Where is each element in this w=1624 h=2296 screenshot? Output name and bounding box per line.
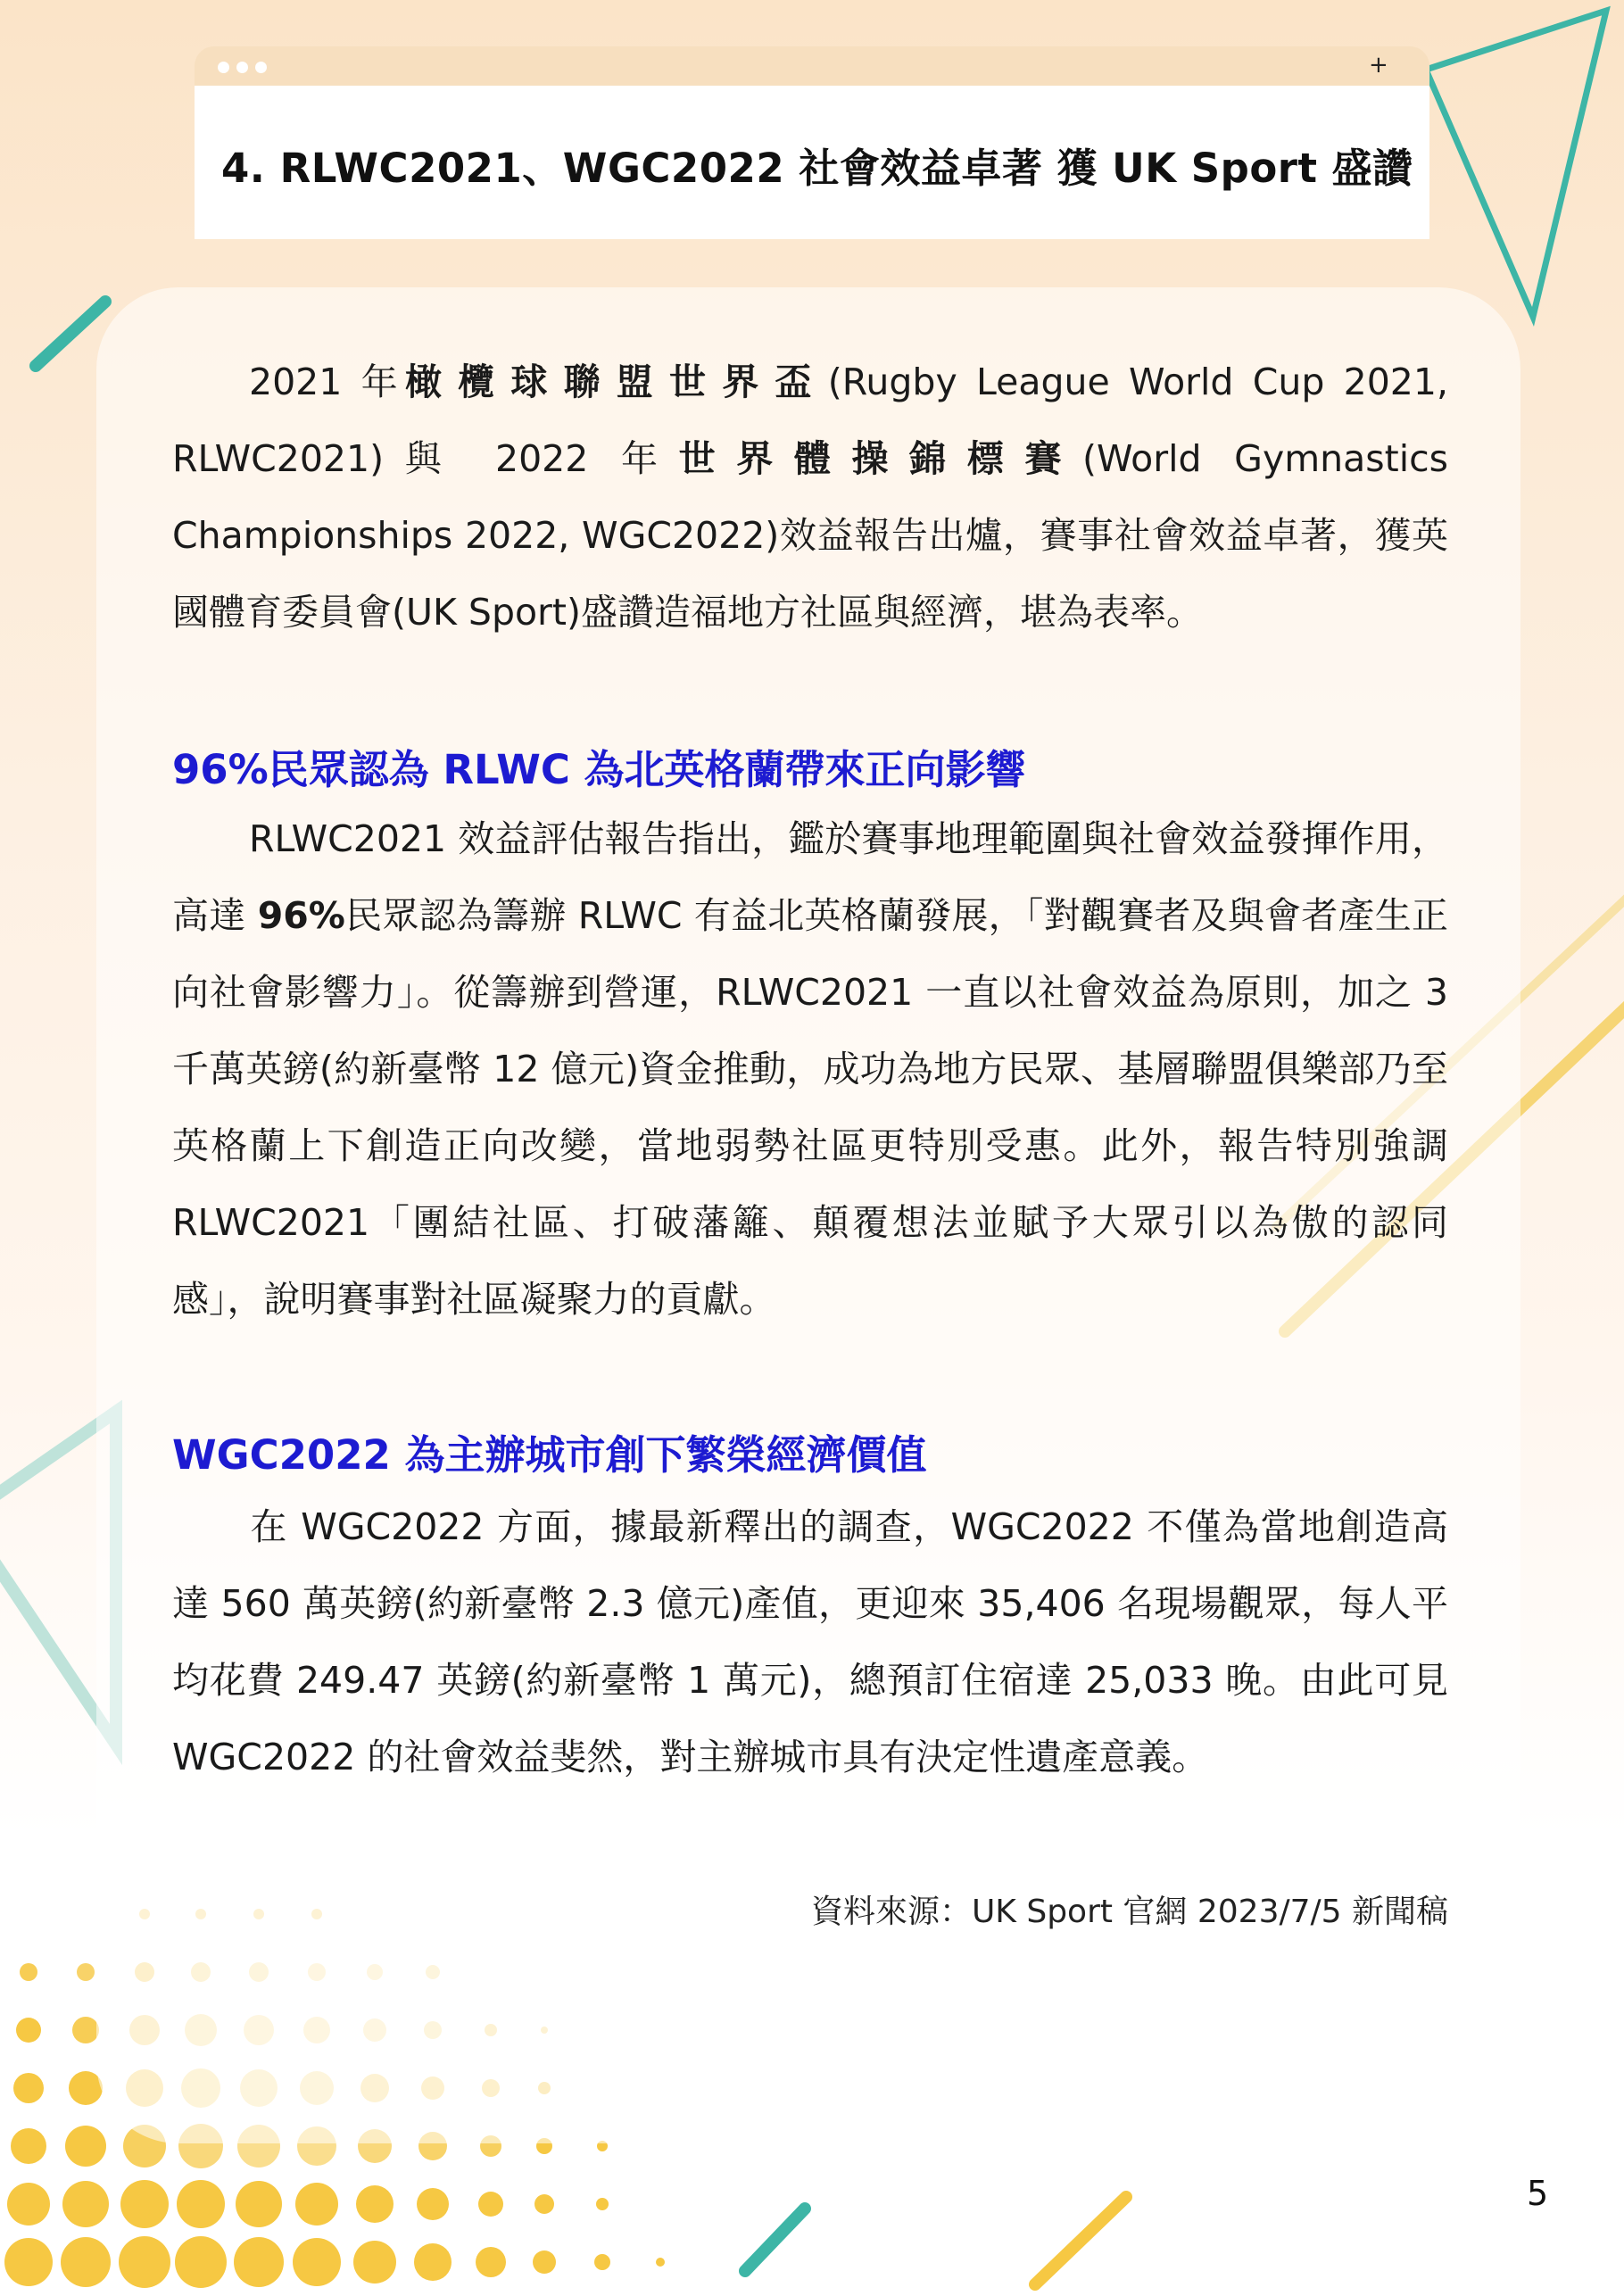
intro-text: (Rugby League World Cup 2021, RLWC2021)與 2022 年 <box>172 361 1449 480</box>
rlwc-text: 民眾認為籌辦 RLWC 有益北英格蘭發展，「對觀賽者及與會者產生正向社會影響力」。從籌辦到營運，RLWC2021 一直以社會效益為原則，加之 3 千萬英鎊(約新臺幣 12 億元)資金推動，成功為地方民眾、基層聯盟俱樂部乃至英格蘭上下創造正向改變，當地弱勢社區更特別受惠。此外，報告特別強調 RLWC2021「團結社區、打破藩籬、顛覆想法並賦予大眾引以為傲的認同感」，說明賽事對社區凝聚力的貢獻。 <box>172 894 1448 1321</box>
yellow-dash-bottom <box>1035 2197 1126 2284</box>
rlwc-text: RLWC2021 效益評估報告指出，鑑於賽事地理範圍與社會效益發揮作用，高達 <box>172 817 1448 937</box>
window-dot-icon <box>255 62 267 73</box>
wgc-text: 在 WGC2022 方面，據最新釋出的調查，WGC2022 不僅為當地創造高達 560 萬英鎊(約新臺幣 2.3 億元)產值，更迎來 35,406 名現場觀眾，每人平均花費 249.47 英鎊(約新臺幣 1 萬元)，總預訂住宿達 25,033 晚。由此可見 WGC2022 的社會效益斐然，對主辦城市具有決定性遺產意義。 <box>172 1505 1448 1778</box>
intro-text: (World Gymnastics Championships 2022, WGC2022)效益報告出爐，賽事社會效益卓著，獲英國體育委員會(UK Sport)盛讚造福地方社區與經濟，堪為表率。 <box>172 437 1448 634</box>
section-heading-wgc: WGC2022 為主辦城市創下繁榮經濟價值 <box>172 1431 927 1479</box>
teal-triangle-outline <box>1426 11 1606 317</box>
intro-bold-event: 世界體操錦標賽 <box>678 437 1083 480</box>
intro-text: 2021 年 <box>249 361 405 403</box>
rlwc-paragraph <box>172 800 1448 1338</box>
title-window-bar <box>195 46 1429 86</box>
rlwc-bold-percent: 96% <box>257 894 345 937</box>
intro-paragraph <box>172 344 1448 651</box>
teal-dash-bottom <box>745 2209 805 2271</box>
page-title: 4. RLWC2021、WGC2022 社會效益卓著 獲 UK Sport 盛讚 <box>221 145 1413 192</box>
source-citation: 資料來源：UK Sport 官網 2023/7/5 新聞稿 <box>810 1894 1448 1930</box>
plus-icon: + <box>1369 52 1388 79</box>
window-dot-icon <box>218 62 229 73</box>
intro-bold-event: 橄欖球聯盟世界盃 <box>404 361 828 403</box>
teal-dash-top-left <box>36 302 105 366</box>
wgc-paragraph <box>172 1488 1448 1795</box>
window-dot-icon <box>236 62 248 73</box>
page-number: 5 <box>1527 2174 1549 2213</box>
section-heading-rlwc: 96%民眾認為 RLWC 為北英格蘭帶來正向影響 <box>172 746 1026 793</box>
